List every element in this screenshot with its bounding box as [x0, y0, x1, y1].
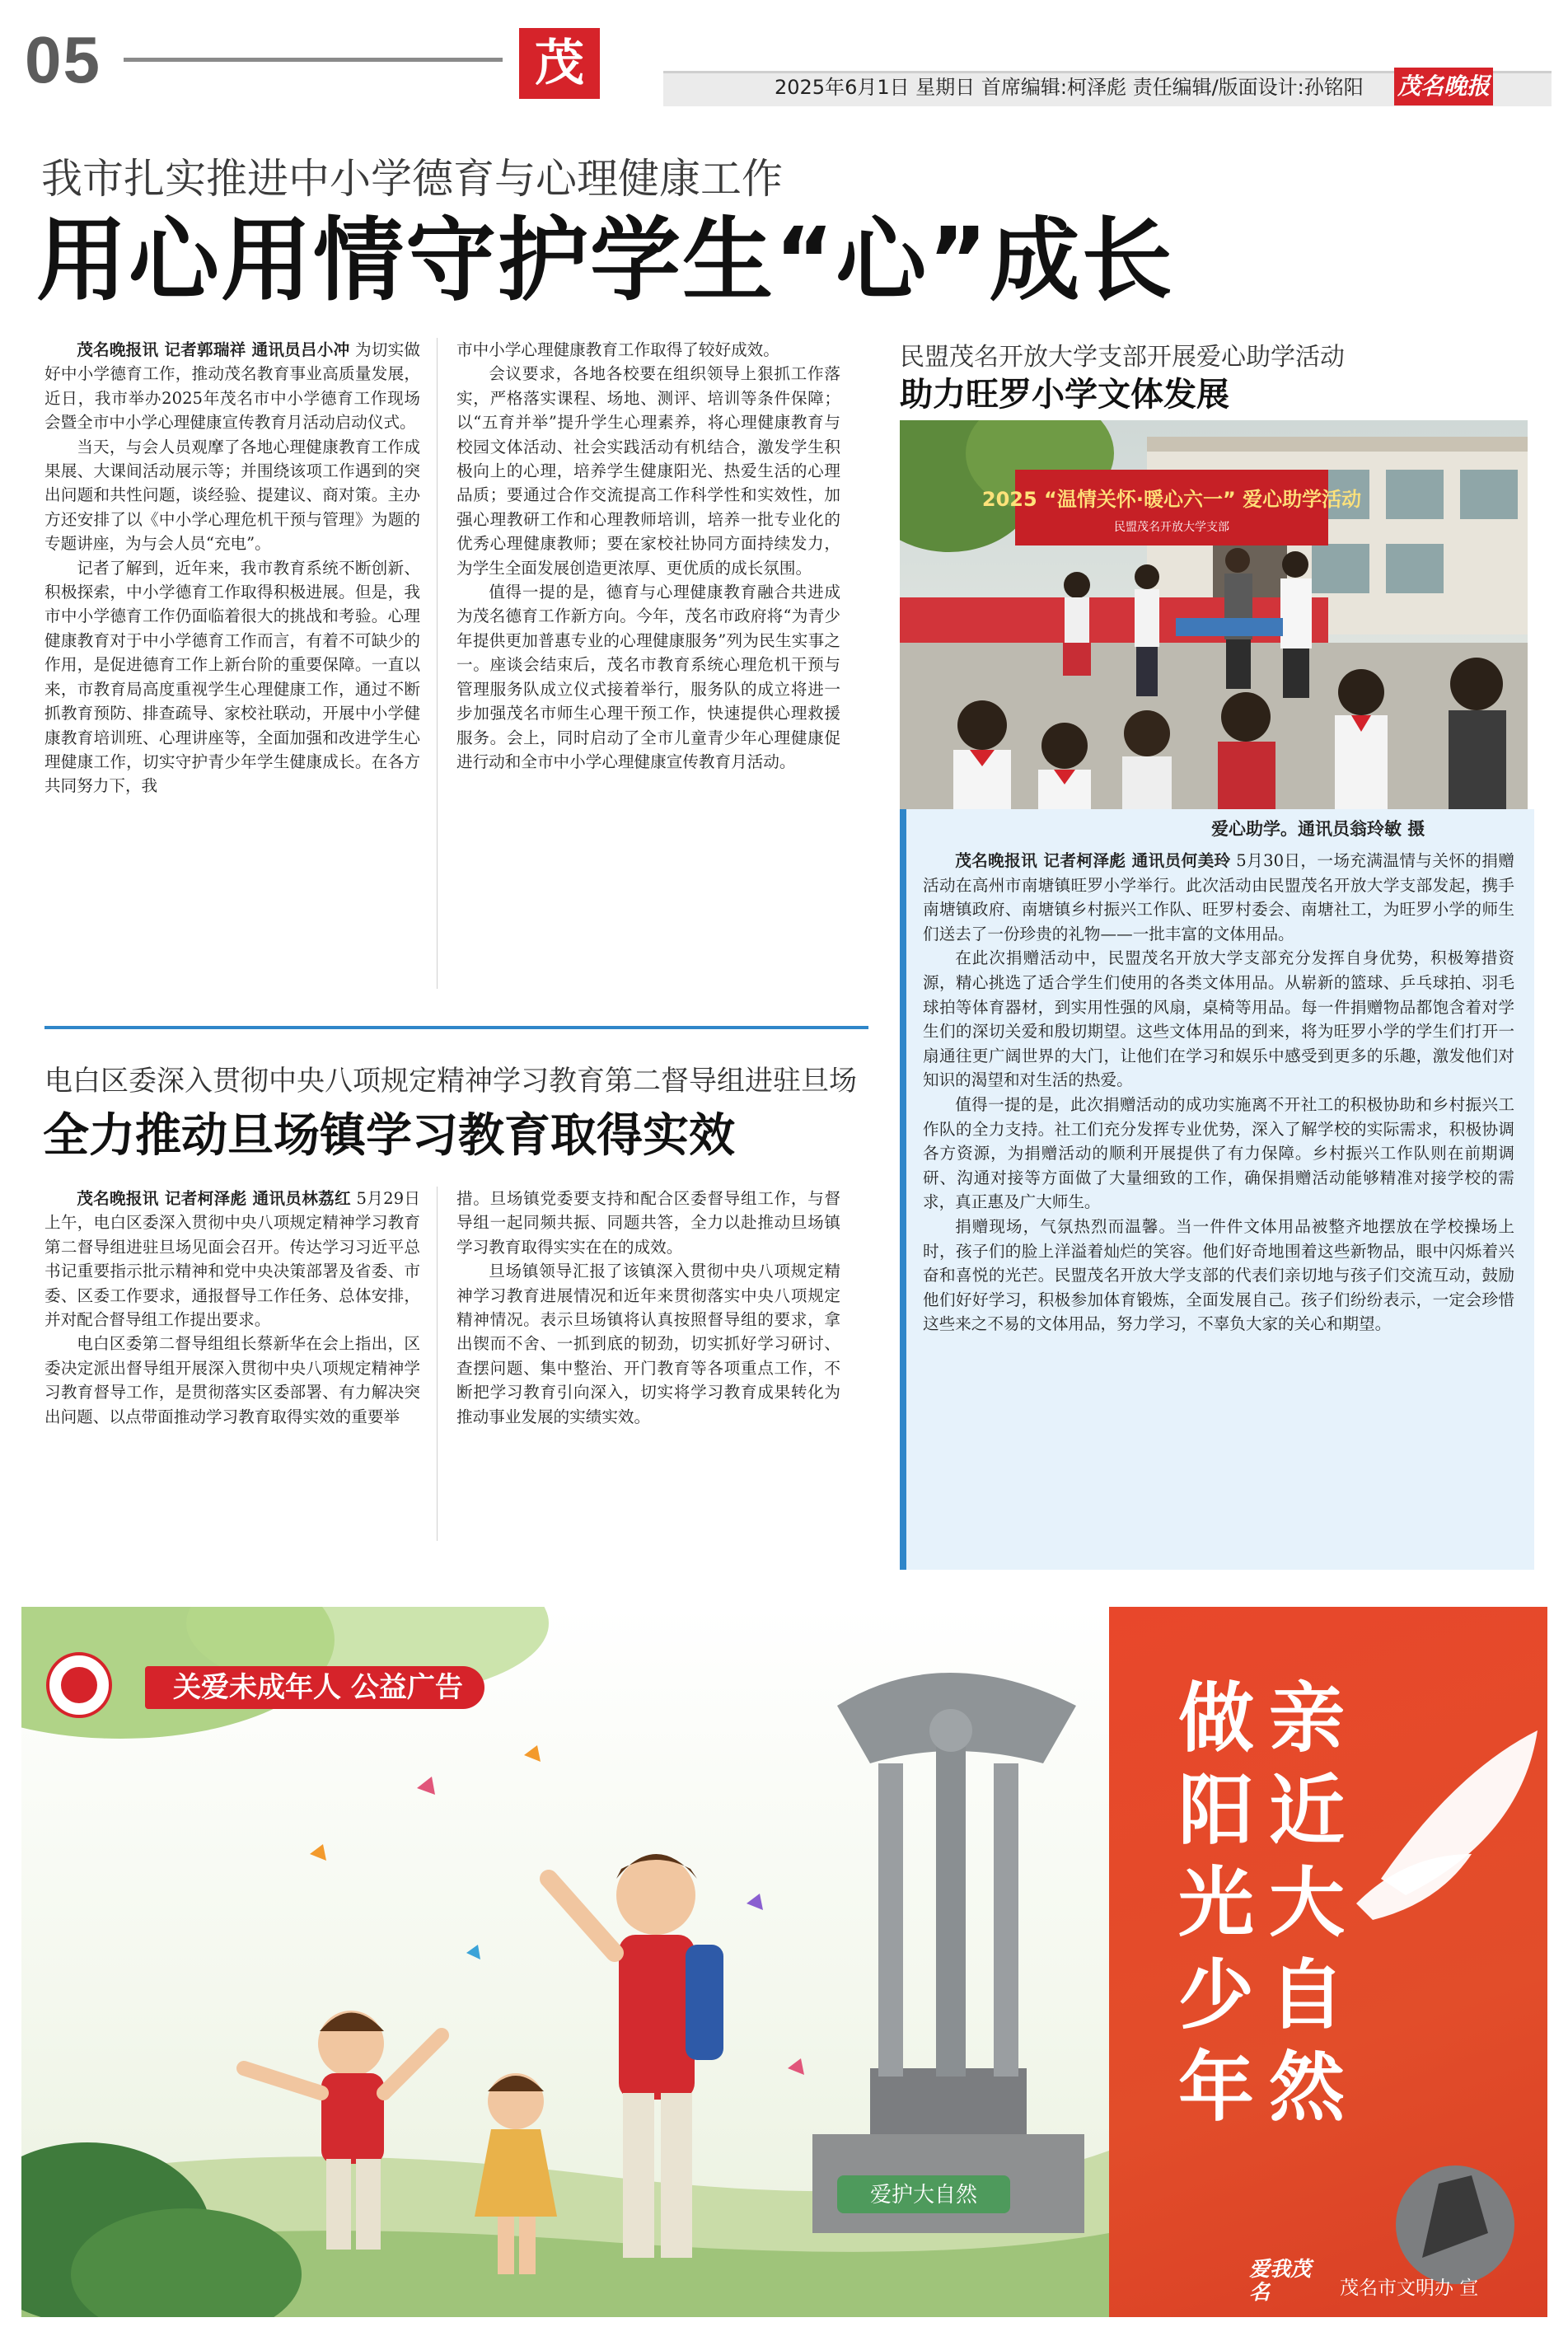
article2-lead: 5月29日上午，电白区委深入贯彻中央八项规定精神学习教育第二督导组进驻旦场见面会召开。传达学习习近平总书记重要指示批示精神和党中央决策部署及省委、市委、区委工作要求，通报督导工作任务、总体安排，并对配合督导组工作提出要求。: [44, 1189, 420, 1330]
article3-paragraph: 值得一提的是，此次捐赠活动的成功实施离不开社工的积极协助和乡村振兴工作队的全力支持。社工们充分发挥专业优势，深入了解学校的实际需求，积极协调各方资源，为捐赠活动的顺利开展提供了有力保障。乡村振兴工作队则在前期调研、沟通对接等方面做了大量细致的工作，确保捐赠活动能够精准对接学校的需求，真正惠及广大师生。: [923, 1094, 1514, 1212]
article1-paragraph: 市中小学心理健康教育工作取得了较好成效。: [456, 340, 779, 359]
column-rule: [437, 1187, 438, 1541]
photo-banner-subtext: 民盟茂名开放大学支部: [1114, 521, 1229, 534]
public-service-ad: [21, 1607, 1547, 2317]
event-photo-illustration: [900, 420, 1528, 809]
article1-paragraph: 当天，与会人员观摩了各地心理健康教育工作成果展、大课间活动展示等；并围绕该项工作遇到的突出问题和共性问题，谈经验、提建议、商对策。主办方还安排了以《中小学心理危机干预与管理》为题的专题讲座，为与会人员“充电”。: [44, 437, 420, 554]
article1-paragraph: 值得一提的是，德育与心理健康教育融合共进成为茂名德育工作新方向。今年，茂名市政府将“为青少年提供更加普惠专业的心理健康服务”列为民生实事之一。座谈会结束后，茂名市教育系统心理危机干预与管理服务队成立仪式接着举行，服务队的成立将进一步加强茂名市师生心理干预工作，快速提供心理救援服务。会上，同时启动了全市儿童青少年心理健康促进行动和全市中小学心理健康宣传教育月活动。: [456, 583, 840, 771]
article2-paragraph: 措。旦场镇党委要支持和配合区委督导组工作，与督导组一起同频共振、同题共答，全力以赴推动旦场镇学习教育取得实实在在的成效。: [456, 1189, 840, 1257]
stone-inscription: 爱护大自然: [869, 2183, 978, 2208]
article1-column-1: [44, 338, 420, 798]
article3-lead: 5月30日，一场充满温情与关怀的捐赠活动在高州市南塘镇旺罗小学举行。此次活动由民盟茂名开放大学支部发起，携手南塘镇政府、南塘镇乡村振兴工作队、旺罗村委会、南塘社工，为旺罗小学的师生们送去了一份珍贵的礼物——一批丰富的文体用品。: [923, 851, 1514, 943]
section-badge: 茂闻: [519, 28, 600, 99]
article2-headline: 全力推动旦场镇学习教育取得实效: [43, 1109, 735, 1163]
ad-illustration: [21, 1607, 1109, 2317]
event-photo: [900, 420, 1528, 809]
article1-paragraph: 记者了解到，近年来，我市教育系统不断创新、积极探索，中小学德育工作取得积极进展。但是，我市中小学德育工作仍面临着很大的挑战和考验。心理健康教育对于中小学德育工作而言，有着不可缺少的作用，是促进德育工作上新台阶的重要保障。一直以来，市教育局高度重视学生心理健康工作，通过不断抓教育预防、排查疏导、家校社联动，开展中小学健康教育培训班、心理讲座等，全面加强和改进学生心理健康工作，切实守护青少年学生健康成长。在各方共同努力下，我: [44, 558, 420, 796]
photo-banner-text: 2025 “温情关怀·暖心六一” 爱心助学活动: [981, 488, 1362, 511]
article2-paragraph: 旦场镇领导汇报了该镇深入贯彻中央八项规定精神学习教育进展情况和近年来贯彻落实中央八项规定精神情况。表示旦场镇将认真按照督导组的要求，拿出锲而不舍、一抓到底的韧劲，切实抓好学习研讨、查摆问题、集中整治、开门教育等各项重点工作，不断把学习教育引向深入，切实将学习教育成果转化为推动事业发展的实绩实效。: [456, 1262, 840, 1426]
article3-kicker: 民盟茂名开放大学支部开展爱心助学活动: [900, 343, 1345, 372]
article1-byline: 茂名晚报讯 记者郭瑞祥 通讯员吕小冲: [77, 340, 350, 359]
ad-sponsor: 茂名市文明办 宣: [1340, 2278, 1479, 2299]
article2-column-1: [44, 1187, 420, 1429]
article3-byline: 茂名晚报讯 记者柯泽彪 通讯员何美玲: [955, 851, 1231, 870]
article3-body: [923, 849, 1514, 1337]
masthead-rule: [124, 58, 503, 62]
article3-paragraph: 在此次捐赠活动中，民盟茂名开放大学支部充分发挥自身优势，积极筹措资源，精心挑选了适合学生们使用的各类文体用品。从崭新的篮球、乒乓球拍、羽毛球拍等体育器材，到实用性强的风扇，桌椅等用品。每一件捐赠物品都饱含着对学生们的深切关爱和殷切期望。这些文体用品的到来，将为旺罗小学的学生们打开一扇通往更广阔世界的大门，让他们在学习和娱乐中感受到更多的乐趣，激发他们对知识的渴望和对生活的热爱。: [923, 948, 1514, 1090]
article-divider: [44, 1026, 868, 1029]
issue-line: 2025年6月1日 星期日 首席编辑:柯泽彪 责任编辑/版面设计:孙铭阳: [775, 76, 1364, 99]
photo-caption: 爱心助学。通讯员翁玲敏 摄: [1211, 819, 1425, 839]
column-rule: [437, 338, 438, 989]
article3-headline: 助力旺罗小学文体发展: [900, 376, 1229, 414]
article2-byline: 茂名晚报讯 记者柯泽彪 通讯员林荔红: [77, 1189, 351, 1208]
ad-tag: 关爱未成年人 公益广告: [145, 1666, 484, 1709]
article1-paragraph: 会议要求，各地各校要在组织领导上狠抓工作落实，严格落实课程、场地、测评、培训等条件保障；以“五育并举”提升学生心理素养，将心理健康教育与校园文体活动、社会实践活动有机结合，激发学生积极向上的心理，培养学生健康阳光、热爱生活的心理品质；要通过合作交流提高工作科学性和实效性，加强心理教研工作和心理教师培训，培养一批专业化的优秀心理健康教师；要在家校社协同方面持续发力，为学生全面发展创造更浓厚、更优质的成长氛围。: [456, 364, 840, 578]
article2-column-2: [456, 1187, 840, 1429]
article2-kicker: 电白区委深入贯彻中央八项规定精神学习教育第二督导组进驻旦场: [44, 1065, 857, 1098]
article2-paragraph: 电白区委第二督导组组长蔡新华在会上指出，区委决定派出督导组开展深入贯彻中央八项规定精神学习教育督导工作，是贯彻落实区委部署、有力解决突出问题、以点带面推动学习教育取得实效的重要举: [44, 1334, 420, 1426]
article1-lead: 为切实做好中小学德育工作，推动茂名教育事业高质量发展，近日，我市举办2025年茂名市中小学德育工作现场会暨全市中小学心理健康宣传教育月活动启动仪式。: [44, 340, 421, 433]
article1-kicker: 我市扎实推进中小学德育与心理健康工作: [41, 155, 783, 203]
ad-slogan-left: 做阳光少年: [1177, 1674, 1254, 2132]
paper-logo: 茂名晚报: [1394, 68, 1493, 105]
page-number: 05: [25, 23, 101, 96]
article1-headline: 用心用情守护学生“心”成长: [36, 208, 1174, 313]
ad-brand: 爱我茂名: [1249, 2257, 1312, 2304]
ad-slogan-right: 亲近大自然: [1268, 1674, 1345, 2132]
article3-paragraph: 捐赠现场，气氛热烈而温馨。当一件件文体用品被整齐地摆放在学校操场上时，孩子们的脸上洋溢着灿烂的笑容。他们好奇地围着这些新物品，眼中闪烁着兴奋和喜悦的光芒。民盟茂名开放大学支部的代表们亲切地与孩子们交流互动，鼓励他们好好学习，积极参加体育锻炼，全面发展自己。孩子们纷纷表示，一定会珍惜这些来之不易的文体用品，努力学习，不辜负大家的关心和期望。: [923, 1216, 1514, 1334]
article1-column-2: [456, 338, 840, 774]
